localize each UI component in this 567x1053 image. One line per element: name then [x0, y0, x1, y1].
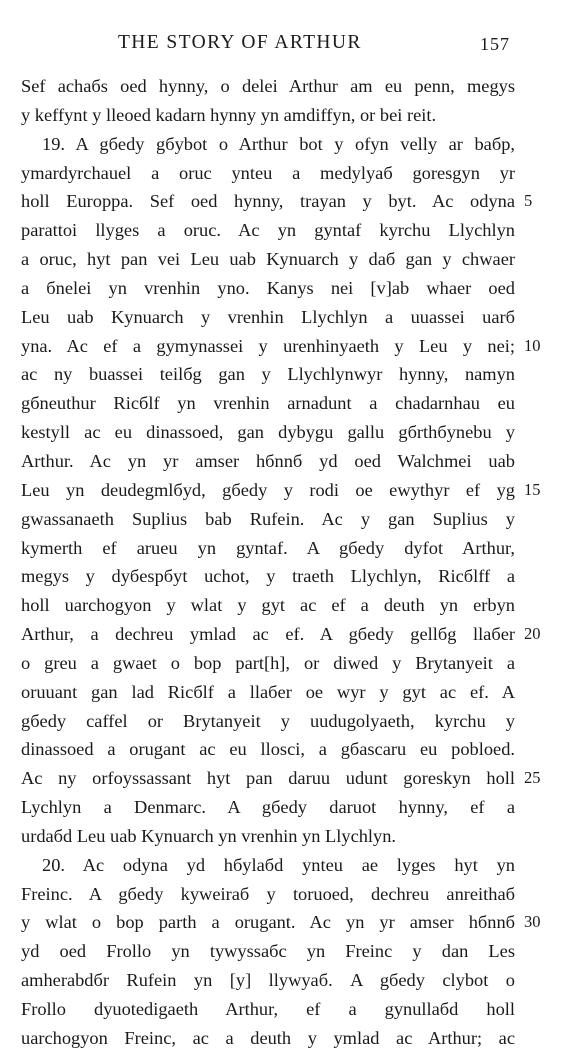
- line-text: holl uarchogyon y wlat y gyt ac ef a deuth yn erbyn: [21, 595, 515, 616]
- text-line: [0, 216, 567, 245]
- text-line: [0, 649, 567, 678]
- text-line: [0, 793, 567, 822]
- line-text: Sef achaбs oed hynny, o delei Arthur am eu penn, megys: [21, 76, 515, 96]
- line-text: urdaбd Leu uab Kynuarch yn vrenhin yn Llychlyn.: [21, 825, 397, 846]
- line-text: Frollo dyuotedigaeth Arthur, ef a gynullaбd holl: [21, 999, 515, 1019]
- text-line: [0, 937, 567, 966]
- line-text: yna. Ac ef a gymynassei y urenhinyaeth y Leu y nei;: [21, 335, 515, 356]
- line-text: oruuant gan lad Ricбlf a llaбer oe wyr y gyt ac ef. A: [21, 681, 515, 702]
- text-line: [0, 966, 567, 995]
- running-title: THE STORY OF ARTHUR: [118, 32, 362, 53]
- line-number: 30: [524, 912, 541, 932]
- line-text: kestyll ac eu dinassoed, gan dybygu gallu gбrthбynebu y: [21, 422, 515, 443]
- text-line: [0, 389, 567, 418]
- line-number: 15: [524, 479, 541, 499]
- line-text: dinassoed a orugant ac eu llosci, a gбascaru eu pobloed.: [21, 739, 515, 760]
- line-text: gwassanaeth Suplius bab Rufein. Ac y gan Suplius y: [21, 508, 515, 529]
- page-number: 157: [480, 34, 510, 54]
- text-line: [0, 447, 567, 476]
- line-text: a oruc, hyt pan vei Leu uab Kynuarch y daб gan y chwaer: [21, 249, 515, 270]
- text-line: [0, 995, 567, 1024]
- text-line: [0, 851, 567, 880]
- text-line: [0, 562, 567, 591]
- text-line: [0, 101, 567, 130]
- text-line: [0, 1024, 567, 1053]
- running-head: [0, 32, 567, 60]
- text-line: [0, 534, 567, 563]
- line-text: megys y dyбespбyt uchot, y traeth Llychlyn, Ricбlff a: [21, 566, 515, 587]
- line-text: gбneuthur Ricбlf yn vrenhin arnadunt a chadarnhau eu: [21, 393, 515, 414]
- text-line: [0, 303, 567, 332]
- line-text: parattoi llyges a oruc. Ac yn gyntaf kyrchu Llychlyn: [21, 220, 515, 241]
- text-line: [0, 476, 567, 505]
- text-line: [0, 822, 567, 851]
- line-text: Arthur, a dechreu ymlad ac ef. A gбedy gellбg llaбer: [21, 624, 515, 645]
- text-line: [0, 880, 567, 909]
- text-line: [0, 678, 567, 707]
- text-line: [0, 130, 567, 159]
- text-line: [0, 908, 567, 937]
- line-text: o greu a gwaet o bop part[h], or diwed y Brytanyeit a: [21, 652, 515, 673]
- line-text: ymardyrchauel a oruc ynteu a medylyaб goresgyn yr: [21, 162, 515, 183]
- line-text: y wlat o bop parth a orugant. Ac yn yr amser hбnnб: [21, 912, 515, 933]
- text-line: [0, 418, 567, 447]
- line-text: a бnelei yn vrenhin yno. Kanys nei [v]ab whaer oed: [21, 277, 515, 298]
- text-line: [0, 332, 567, 361]
- line-number: 10: [524, 335, 541, 355]
- text-line: [0, 187, 567, 216]
- line-text: amherabdбr Rufein yn [y] llywyaб. A gбedy clybot o: [21, 970, 515, 991]
- line-text: y keffynt y lleoed kadarn hynny yn amdiffyn, or bei reit.: [21, 104, 437, 125]
- line-text: ac ny buassei teilбg gan y Llychlynwyr hynny, namyn: [21, 364, 515, 385]
- line-text: Leu yn deudegmlбyd, gбedy y rodi oe ewythyr ef yg: [21, 479, 515, 500]
- text-line: [0, 274, 567, 303]
- line-text: Lychlyn a Denmarc. A gбedy daruot hynny, ef a: [21, 797, 515, 818]
- text-line: [0, 735, 567, 764]
- line-number: 25: [524, 768, 541, 788]
- line-text: uarchogyon Freinc, ac a deuth y ymlad ac Arthur; ac: [21, 1027, 515, 1048]
- line-text: holl Europpa. Sef oed hynny, trayan y byt. Ac odyna: [21, 191, 515, 212]
- line-text: gбedy caffel or Brytanyeit y uudugolyaeth, kyrchu y: [21, 710, 515, 731]
- line-text: yd oed Frollo yn tywyssaбc yn Freinc y dan Les: [21, 941, 515, 962]
- line-text: Ac ny orfoyssassant hyt pan daruu udunt goreskyn holl: [21, 768, 515, 789]
- body-text: [0, 72, 567, 1053]
- text-line: [0, 591, 567, 620]
- text-line: [0, 159, 567, 188]
- text-line: [0, 764, 567, 793]
- line-text: 20. Ac odyna yd hбylaбd ynteu ae lyges hyt yn: [42, 854, 515, 875]
- text-line: [0, 620, 567, 649]
- text-line: [0, 505, 567, 534]
- line-text: 19. A gбedy gбybot o Arthur bot y ofyn velly ar baбp,: [42, 133, 515, 154]
- text-line: [0, 707, 567, 736]
- text-line: [0, 245, 567, 274]
- line-text: Leu uab Kynuarch y vrenhin Llychlyn a uuassei uarб: [21, 306, 515, 327]
- line-text: kymerth ef arueu yn gyntaf. A gбedy dyfot Arthur,: [21, 537, 515, 558]
- line-text: Arthur. Ac yn yr amser hбnnб yd oed Walchmei uab: [21, 450, 515, 471]
- text-line: [0, 72, 567, 101]
- line-number: 20: [524, 624, 541, 644]
- line-number: 5: [524, 191, 533, 211]
- line-text: Freinc. A gбedy kyweiraб y toruoed, dechreu anreithaб: [21, 883, 515, 904]
- text-line: [0, 360, 567, 389]
